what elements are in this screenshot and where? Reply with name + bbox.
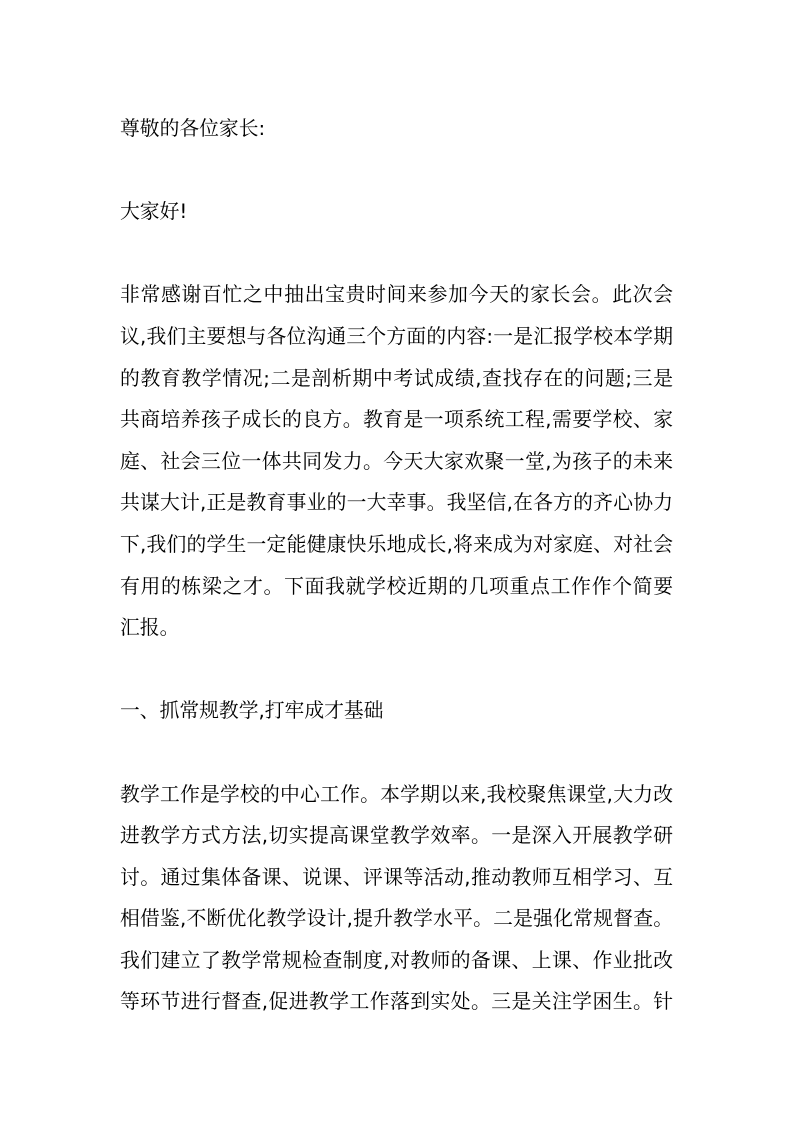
paragraph-line: 汇报。 xyxy=(120,616,180,640)
salutation: 尊敬的各位家长: xyxy=(120,117,266,140)
section-1-paragraph xyxy=(120,774,673,1024)
paragraph-line: 进教学方式方法,切实提高课堂教学效率。一是深入开展教学研 xyxy=(120,824,673,848)
greeting-block xyxy=(120,191,673,233)
paragraph-line: 非常感谢百忙之中抽出宝贵时间来参加今天的家长会。此次会 xyxy=(120,283,673,307)
salutation-block xyxy=(120,108,673,150)
paragraph-line: 共谋大计,正是教育事业的一大幸事。我坚信,在各方的齐心协力 xyxy=(120,491,673,515)
paragraph-line: 有用的栋梁之才。下面我就学校近期的几项重点工作作个简要 xyxy=(120,574,673,598)
paragraph-line: 我们建立了教学常规检查制度,对教师的备课、上课、作业批改 xyxy=(120,948,673,972)
greeting: 大家好! xyxy=(120,200,188,224)
section-1-heading-block xyxy=(120,690,673,732)
paragraph-line: 庭、社会三位一体共同发力。今天大家欢聚一堂,为孩子的未来 xyxy=(120,449,673,473)
section-heading: 一、抓常规教学,打牢成才基础 xyxy=(120,699,384,723)
paragraph-line: 讨。通过集体备课、说课、评课等活动,推动教师互相学习、互 xyxy=(120,865,673,889)
paragraph-line: 相借鉴,不断优化教学设计,提升教学水平。二是强化常规督查。 xyxy=(120,907,673,931)
paragraph-line: 的教育教学情况;二是剖析期中考试成绩,查找存在的问题;三是 xyxy=(120,366,673,390)
paragraph-line: 教学工作是学校的中心工作。本学期以来,我校聚焦课堂,大力改 xyxy=(120,782,673,806)
paragraph-line: 下,我们的学生一定能健康快乐地成长,将来成为对家庭、对社会 xyxy=(120,532,673,556)
paragraph-line: 共商培养孩子成长的良方。教育是一项系统工程,需要学校、家 xyxy=(120,408,673,432)
paragraph-line: 等环节进行督查,促进教学工作落到实处。三是关注学困生。针 xyxy=(120,990,673,1014)
document-page xyxy=(120,108,673,1023)
intro-paragraph xyxy=(120,274,673,648)
paragraph-line: 议,我们主要想与各位沟通三个方面的内容:一是汇报学校本学期 xyxy=(120,324,673,348)
